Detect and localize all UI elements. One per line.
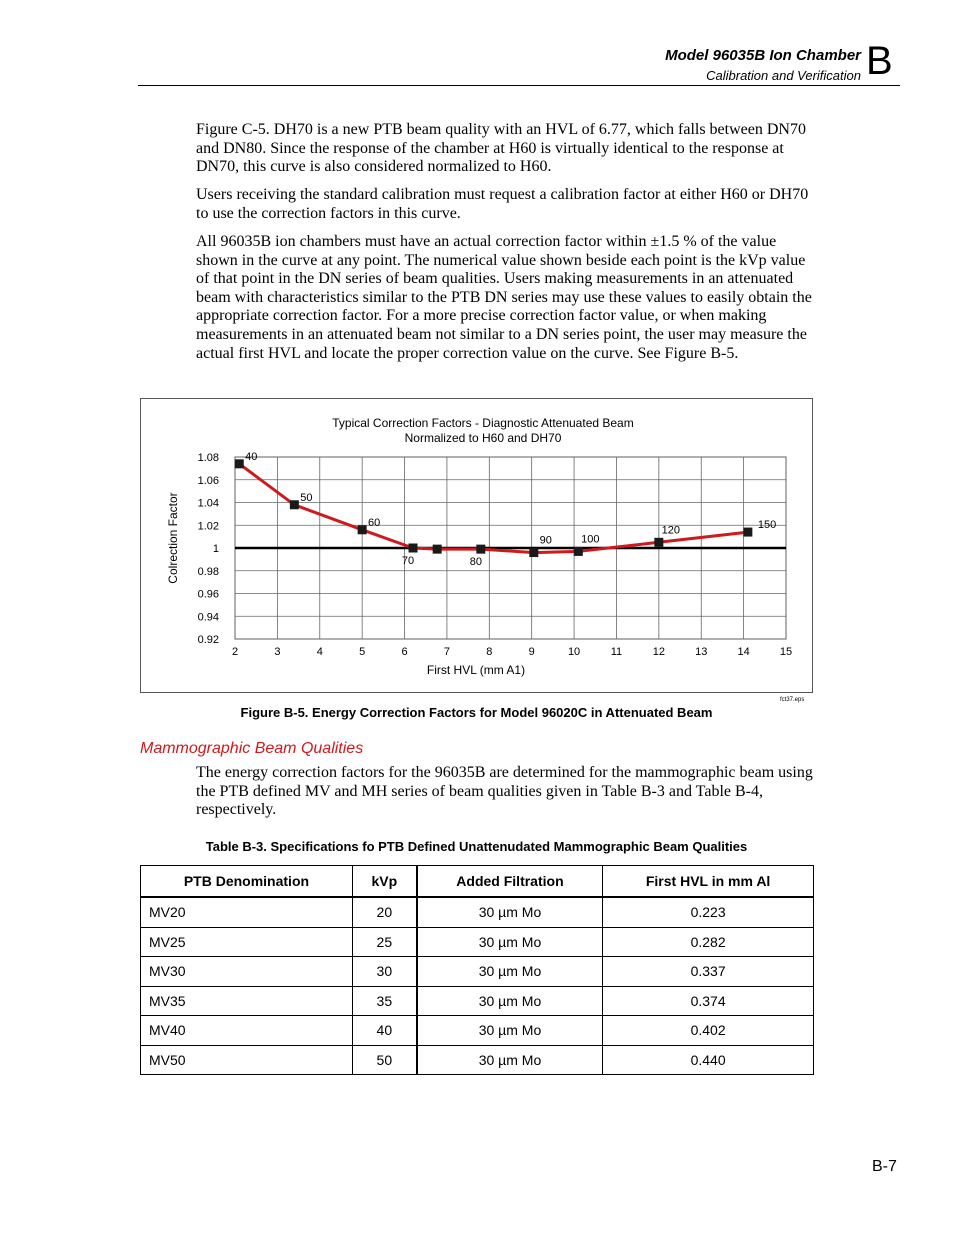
section-heading: Mammographic Beam Qualities: [140, 740, 364, 757]
data-point-label: 40: [245, 450, 258, 463]
paragraph-3: All 96035B ion chambers must have an actual correction factor within ±1.5 % of the value shown in the curve at any point. The numerical value shown beside each point is the kVp value of that point in the DN series of beam qualities. Users making measurements in an attenuated beam with characteristics similar to the PTB DN series may use these values to easily obtain the appropriate correction factor. For a more precise correction factor value, or when making measurements in an attenuated beam not similar to a DN series point, the user may measure the actual first HVL and locate the proper correction value on the curve. See Figure B-5.: [196, 233, 812, 362]
figure-file-ref: fct37.eps: [780, 697, 805, 703]
data-point-marker: [743, 528, 752, 537]
data-point-marker: [433, 545, 442, 554]
header-added-filtration: Added Filtration: [417, 866, 603, 898]
chart-x-axis-label: First HVL (mm A1): [426, 663, 526, 677]
table-row: [141, 1016, 814, 1046]
data-point-label: 100: [581, 533, 600, 546]
data-point-marker: [476, 545, 485, 554]
data-point-label: 60: [368, 516, 381, 529]
x-tick-label: 14: [737, 646, 750, 658]
y-tick-label: 0.94: [197, 611, 219, 624]
data-point-marker: [409, 544, 418, 553]
x-tick-label: 5: [359, 646, 366, 658]
cell-filtration: 30 µm Mo: [417, 986, 603, 1016]
x-tick-label: 10: [567, 646, 581, 658]
chapter-subtitle: Calibration and Verification: [706, 68, 861, 83]
cell-kvp: 35: [352, 986, 416, 1016]
data-point-label: 70: [401, 555, 415, 567]
chart-y-axis-label: Colrection Factor: [166, 492, 180, 584]
cell-hvl: 0.337: [603, 957, 814, 987]
cell-denomination: MV30: [141, 957, 353, 987]
cell-filtration: 30 µm Mo: [417, 1016, 603, 1046]
x-tick-label: 15: [779, 646, 793, 658]
header-rule: [138, 85, 900, 86]
y-tick-label: 0.92: [197, 634, 219, 646]
data-point-label: 50: [300, 491, 313, 504]
paragraph-1: Figure C-5. DH70 is a new PTB beam quality with an HVL of 6.77, which falls between DN70 and DN80. Since the response of the chamber at H60 is virtually identical to the response at DN70, this curve is also considered normalized to H60.: [196, 121, 806, 176]
cell-hvl: 0.223: [603, 897, 814, 927]
chart-grid: [235, 457, 786, 639]
x-tick-label: 8: [486, 646, 493, 658]
table-row: [141, 897, 814, 927]
x-tick-label: 11: [610, 646, 623, 658]
y-tick-label: 1.08: [197, 452, 219, 464]
x-tick-label: 2: [231, 646, 239, 658]
data-point-label: 80: [469, 556, 482, 569]
cell-denomination: MV25: [141, 927, 353, 957]
cell-hvl: 0.440: [603, 1045, 814, 1075]
table-row: [141, 927, 814, 957]
data-point-marker: [235, 459, 244, 468]
x-tick-label: 7: [443, 646, 450, 658]
header-first-hvl: First HVL in mm Al: [603, 866, 814, 898]
cell-hvl: 0.402: [603, 1016, 814, 1046]
y-tick-label: 1.02: [197, 520, 219, 533]
header-kvp: kVp: [352, 866, 416, 898]
data-point-marker: [574, 547, 583, 556]
x-tick-label: 12: [652, 646, 665, 658]
chart-series: [235, 451, 776, 568]
data-point-marker: [290, 500, 299, 509]
table-header-row: [141, 866, 814, 898]
y-tick-label: 1: [212, 543, 219, 555]
table-row: [141, 1045, 814, 1075]
chart-subtitle: Normalized to H60 and DH70: [404, 431, 562, 445]
cell-filtration: 30 µm Mo: [417, 1045, 603, 1075]
cell-kvp: 50: [352, 1045, 416, 1075]
y-tick-label: 0.96: [197, 588, 219, 601]
data-point-label: 150: [757, 519, 777, 532]
cell-filtration: 30 µm Mo: [417, 957, 603, 987]
series-line: [239, 464, 748, 553]
cell-hvl: 0.374: [603, 986, 814, 1016]
y-tick-label: 1.04: [197, 497, 219, 510]
data-point-marker: [654, 538, 663, 547]
paragraph-2: Users receiving the standard calibration must request a calibration factor at either H60 or DH70 to use the correction factors in this curve.: [196, 186, 809, 222]
x-tick-label: 4: [316, 646, 323, 658]
data-point-marker: [529, 548, 538, 557]
cell-denomination: MV40: [141, 1016, 353, 1046]
cell-hvl: 0.282: [603, 927, 814, 957]
cell-filtration: 30 µm Mo: [417, 897, 603, 927]
cell-denomination: MV35: [141, 986, 353, 1016]
cell-denomination: MV20: [141, 897, 353, 927]
chart-tick-labels: [198, 452, 793, 658]
cell-kvp: 40: [352, 1016, 416, 1046]
correction-factor-chart: [140, 398, 813, 693]
cell-kvp: 20: [352, 897, 416, 927]
x-tick-label: 13: [695, 646, 708, 658]
data-point-label: 90: [539, 534, 552, 547]
chart-title: Typical Correction Factors - Diagnostic Attenuated Beam: [332, 416, 634, 430]
section-paragraph: The energy correction factors for the 96035B are determined for the mammographic beam using the PTB defined MV and MH series of beam qualities given in Table B-3 and Table B-4, respectively.: [196, 764, 813, 819]
y-tick-label: 0.98: [197, 565, 219, 578]
y-tick-label: 1.06: [197, 474, 219, 487]
header-ptb-denomination: PTB Denomination: [141, 866, 353, 898]
table-row: [141, 957, 814, 987]
x-tick-label: 9: [528, 646, 535, 658]
cell-kvp: 25: [352, 927, 416, 957]
document-title: Model 96035B Ion Chamber: [665, 47, 861, 64]
x-tick-label: 3: [274, 646, 281, 658]
beam-quality-table: [140, 865, 814, 1075]
cell-kvp: 30: [352, 957, 416, 987]
cell-denomination: MV50: [141, 1045, 353, 1075]
data-point-marker: [358, 525, 367, 534]
page-number: B-7: [872, 1158, 897, 1175]
x-tick-label: 6: [401, 646, 408, 658]
figure-caption: Figure B-5. Energy Correction Factors for Model 96020C in Attenuated Beam: [240, 705, 713, 720]
cell-filtration: 30 µm Mo: [417, 927, 603, 957]
table-row: [141, 986, 814, 1016]
data-point-label: 120: [661, 524, 681, 537]
chapter-letter: B: [866, 39, 893, 83]
table-caption: Table B-3. Specifications fo PTB Defined Unattenudated Mammographic Beam Qualities: [205, 839, 748, 854]
